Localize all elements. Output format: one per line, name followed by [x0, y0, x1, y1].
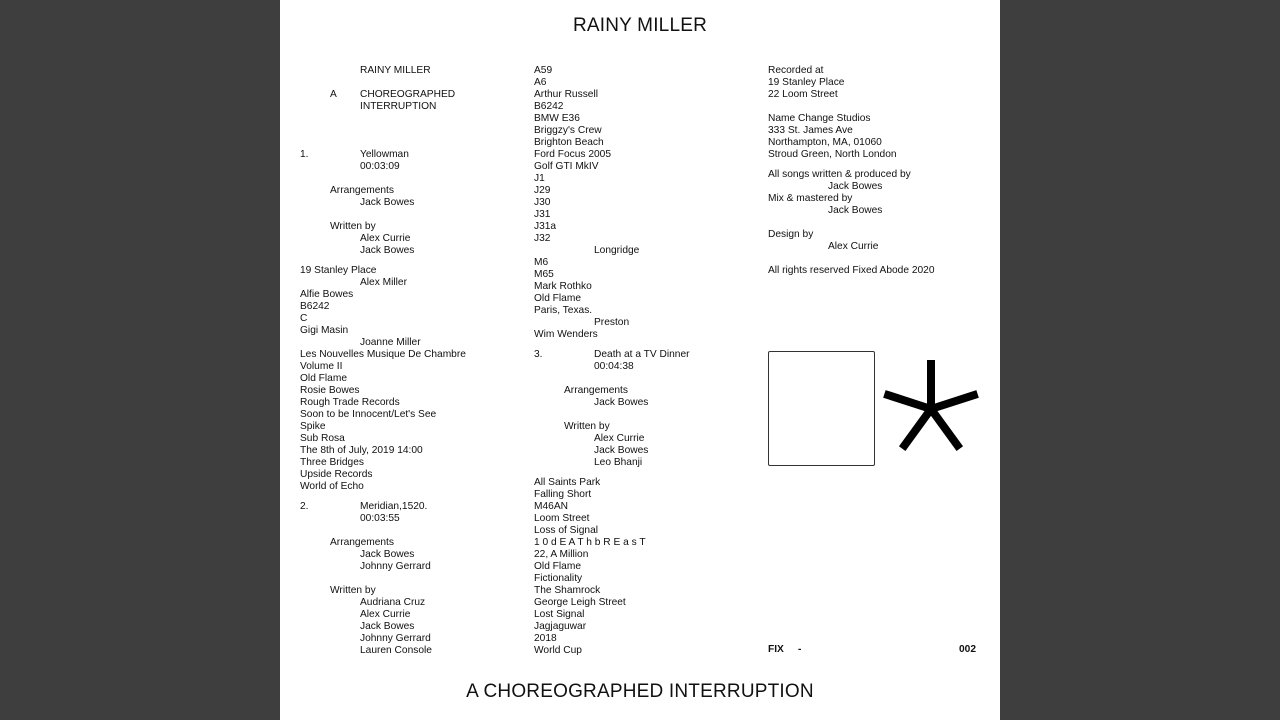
list-item: J32: [534, 233, 551, 244]
list-item: George Leigh Street: [534, 597, 626, 608]
list-item: Gigi Masin: [300, 325, 349, 336]
credit-name: Alex Currie: [594, 433, 645, 444]
credit-label: Arrangements: [330, 537, 394, 548]
list-item: 1 0 d E A T h b R E a s T: [534, 537, 646, 548]
credit-label: Mix & mastered by: [768, 193, 853, 204]
list-item: Mark Rothko: [534, 281, 592, 292]
studio-line: Name Change Studios: [768, 113, 871, 124]
list-item: Paris, Texas.: [534, 305, 593, 316]
track-title: Meridian,1520.: [360, 501, 428, 512]
credit-name: Audriana Cruz: [360, 597, 426, 608]
studio-line: Stroud Green, North London: [768, 149, 897, 160]
credit-label: Written by: [330, 585, 376, 596]
list-item: B6242: [534, 101, 564, 112]
track-title: Yellowman: [360, 149, 409, 160]
credit-name: Alex Currie: [360, 233, 411, 244]
catalog-number: 002: [959, 644, 976, 655]
credit-name: Jack Bowes: [360, 197, 415, 208]
list-item: Upside Records: [300, 469, 373, 480]
artist-name: RAINY MILLER: [360, 65, 431, 76]
list-item: Loom Street: [534, 513, 590, 524]
list-item: World of Echo: [300, 481, 364, 492]
list-item: The 8th of July, 2019 14:00: [300, 445, 423, 456]
track-duration: 00:03:55: [360, 513, 400, 524]
list-item: J30: [534, 197, 551, 208]
side-letter: A: [330, 89, 337, 100]
asterisk-icon: [880, 358, 982, 460]
track-number: 2.: [300, 501, 309, 512]
credit-label: All songs written & produced by: [768, 169, 911, 180]
catalog-prefix: FIX: [768, 644, 784, 655]
list-item: World Cup: [534, 645, 582, 656]
list-item: J1: [534, 173, 545, 184]
track-number: 1.: [300, 149, 309, 160]
track-title: Death at a TV Dinner: [594, 349, 690, 360]
studio-line: 333 St. James Ave: [768, 125, 853, 136]
list-item: J31a: [534, 221, 557, 232]
credit-label: Written by: [564, 421, 610, 432]
list-item: Falling Short: [534, 489, 592, 500]
credit-name: Jack Bowes: [360, 549, 415, 560]
credit-label: Arrangements: [330, 185, 394, 196]
page-title: RAINY MILLER: [572, 15, 708, 36]
list-item: A6: [534, 77, 547, 88]
list-item: Fictionality: [534, 573, 583, 584]
album-back-cover: [280, 0, 1000, 720]
credit-name: Jack Bowes: [360, 245, 415, 256]
credit-name: Jack Bowes: [594, 445, 649, 456]
album-title-footer: A CHOREOGRAPHED INTERRUPTION: [466, 681, 814, 702]
credit-name: Jack Bowes: [828, 205, 883, 216]
list-item: The Shamrock: [534, 585, 601, 596]
list-item: A59: [534, 65, 553, 76]
album-title-line1: CHOREOGRAPHED: [360, 89, 456, 100]
list-item: M46AN: [534, 501, 568, 512]
track-number: 3.: [534, 349, 543, 360]
catalog-dash: -: [798, 644, 802, 655]
track-duration: 00:03:09: [360, 161, 400, 172]
list-item: BMW E36: [534, 113, 580, 124]
list-item: J29: [534, 185, 551, 196]
rights-notice: All rights reserved Fixed Abode 2020: [768, 265, 935, 276]
list-item: Old Flame: [534, 561, 581, 572]
credit-name: Lauren Console: [360, 645, 432, 656]
list-item: Volume II: [300, 361, 343, 372]
list-item: Loss of Signal: [534, 525, 598, 536]
list-item: 2018: [534, 633, 557, 644]
credit-name: Jack Bowes: [828, 181, 883, 192]
list-item: Old Flame: [300, 373, 347, 384]
list-item: Rosie Bowes: [300, 385, 360, 396]
list-item: B6242: [300, 301, 330, 312]
list-item: Briggzy's Crew: [534, 125, 602, 136]
list-item: Wim Wenders: [534, 329, 598, 340]
album-title-line2: INTERRUPTION: [360, 101, 437, 112]
list-item: Alfie Bowes: [300, 289, 354, 300]
list-item: Les Nouvelles Musique De Chambre: [300, 349, 466, 360]
credit-name: Jack Bowes: [360, 621, 415, 632]
credit-name: Alex Currie: [360, 609, 411, 620]
list-item: J31: [534, 209, 551, 220]
list-item: 22, A Million: [534, 549, 589, 560]
list-item: Longridge: [594, 245, 640, 256]
list-item: Ford Focus 2005: [534, 149, 612, 160]
list-item: 19 Stanley Place: [300, 265, 377, 276]
credit-label: Written by: [330, 221, 376, 232]
list-item: All Saints Park: [534, 477, 601, 488]
studio-line: Northampton, MA, 01060: [768, 137, 882, 148]
list-item: Spike: [300, 421, 326, 432]
list-item: Soon to be Innocent/Let's See: [300, 409, 437, 420]
list-item: Alex Miller: [360, 277, 407, 288]
list-item: Brighton Beach: [534, 137, 604, 148]
recorded-location: 19 Stanley Place: [768, 77, 845, 88]
track-duration: 00:04:38: [594, 361, 634, 372]
recorded-location: 22 Loom Street: [768, 89, 838, 100]
credit-label: Design by: [768, 229, 814, 240]
credit-name: Jack Bowes: [594, 397, 649, 408]
list-item: Sub Rosa: [300, 433, 345, 444]
list-item: M6: [534, 257, 549, 268]
list-item: Preston: [594, 317, 630, 328]
credit-name: Leo Bhanji: [594, 457, 643, 468]
list-item: Three Bridges: [300, 457, 364, 468]
list-item: M65: [534, 269, 554, 280]
list-item: C: [300, 313, 308, 324]
credit-name: Johnny Gerrard: [360, 633, 431, 644]
credit-name: Johnny Gerrard: [360, 561, 431, 572]
credit-label: Arrangements: [564, 385, 628, 396]
credit-name: Alex Currie: [828, 241, 879, 252]
recorded-label: Recorded at: [768, 65, 824, 76]
list-item: Jagjaguwar: [534, 621, 587, 632]
list-item: Old Flame: [534, 293, 581, 304]
list-item: Lost Signal: [534, 609, 585, 620]
list-item: Golf GTI MkIV: [534, 161, 599, 172]
list-item: Arthur Russell: [534, 89, 598, 100]
list-item: Joanne Miller: [360, 337, 421, 348]
empty-frame: [768, 351, 875, 466]
list-item: Rough Trade Records: [300, 397, 400, 408]
